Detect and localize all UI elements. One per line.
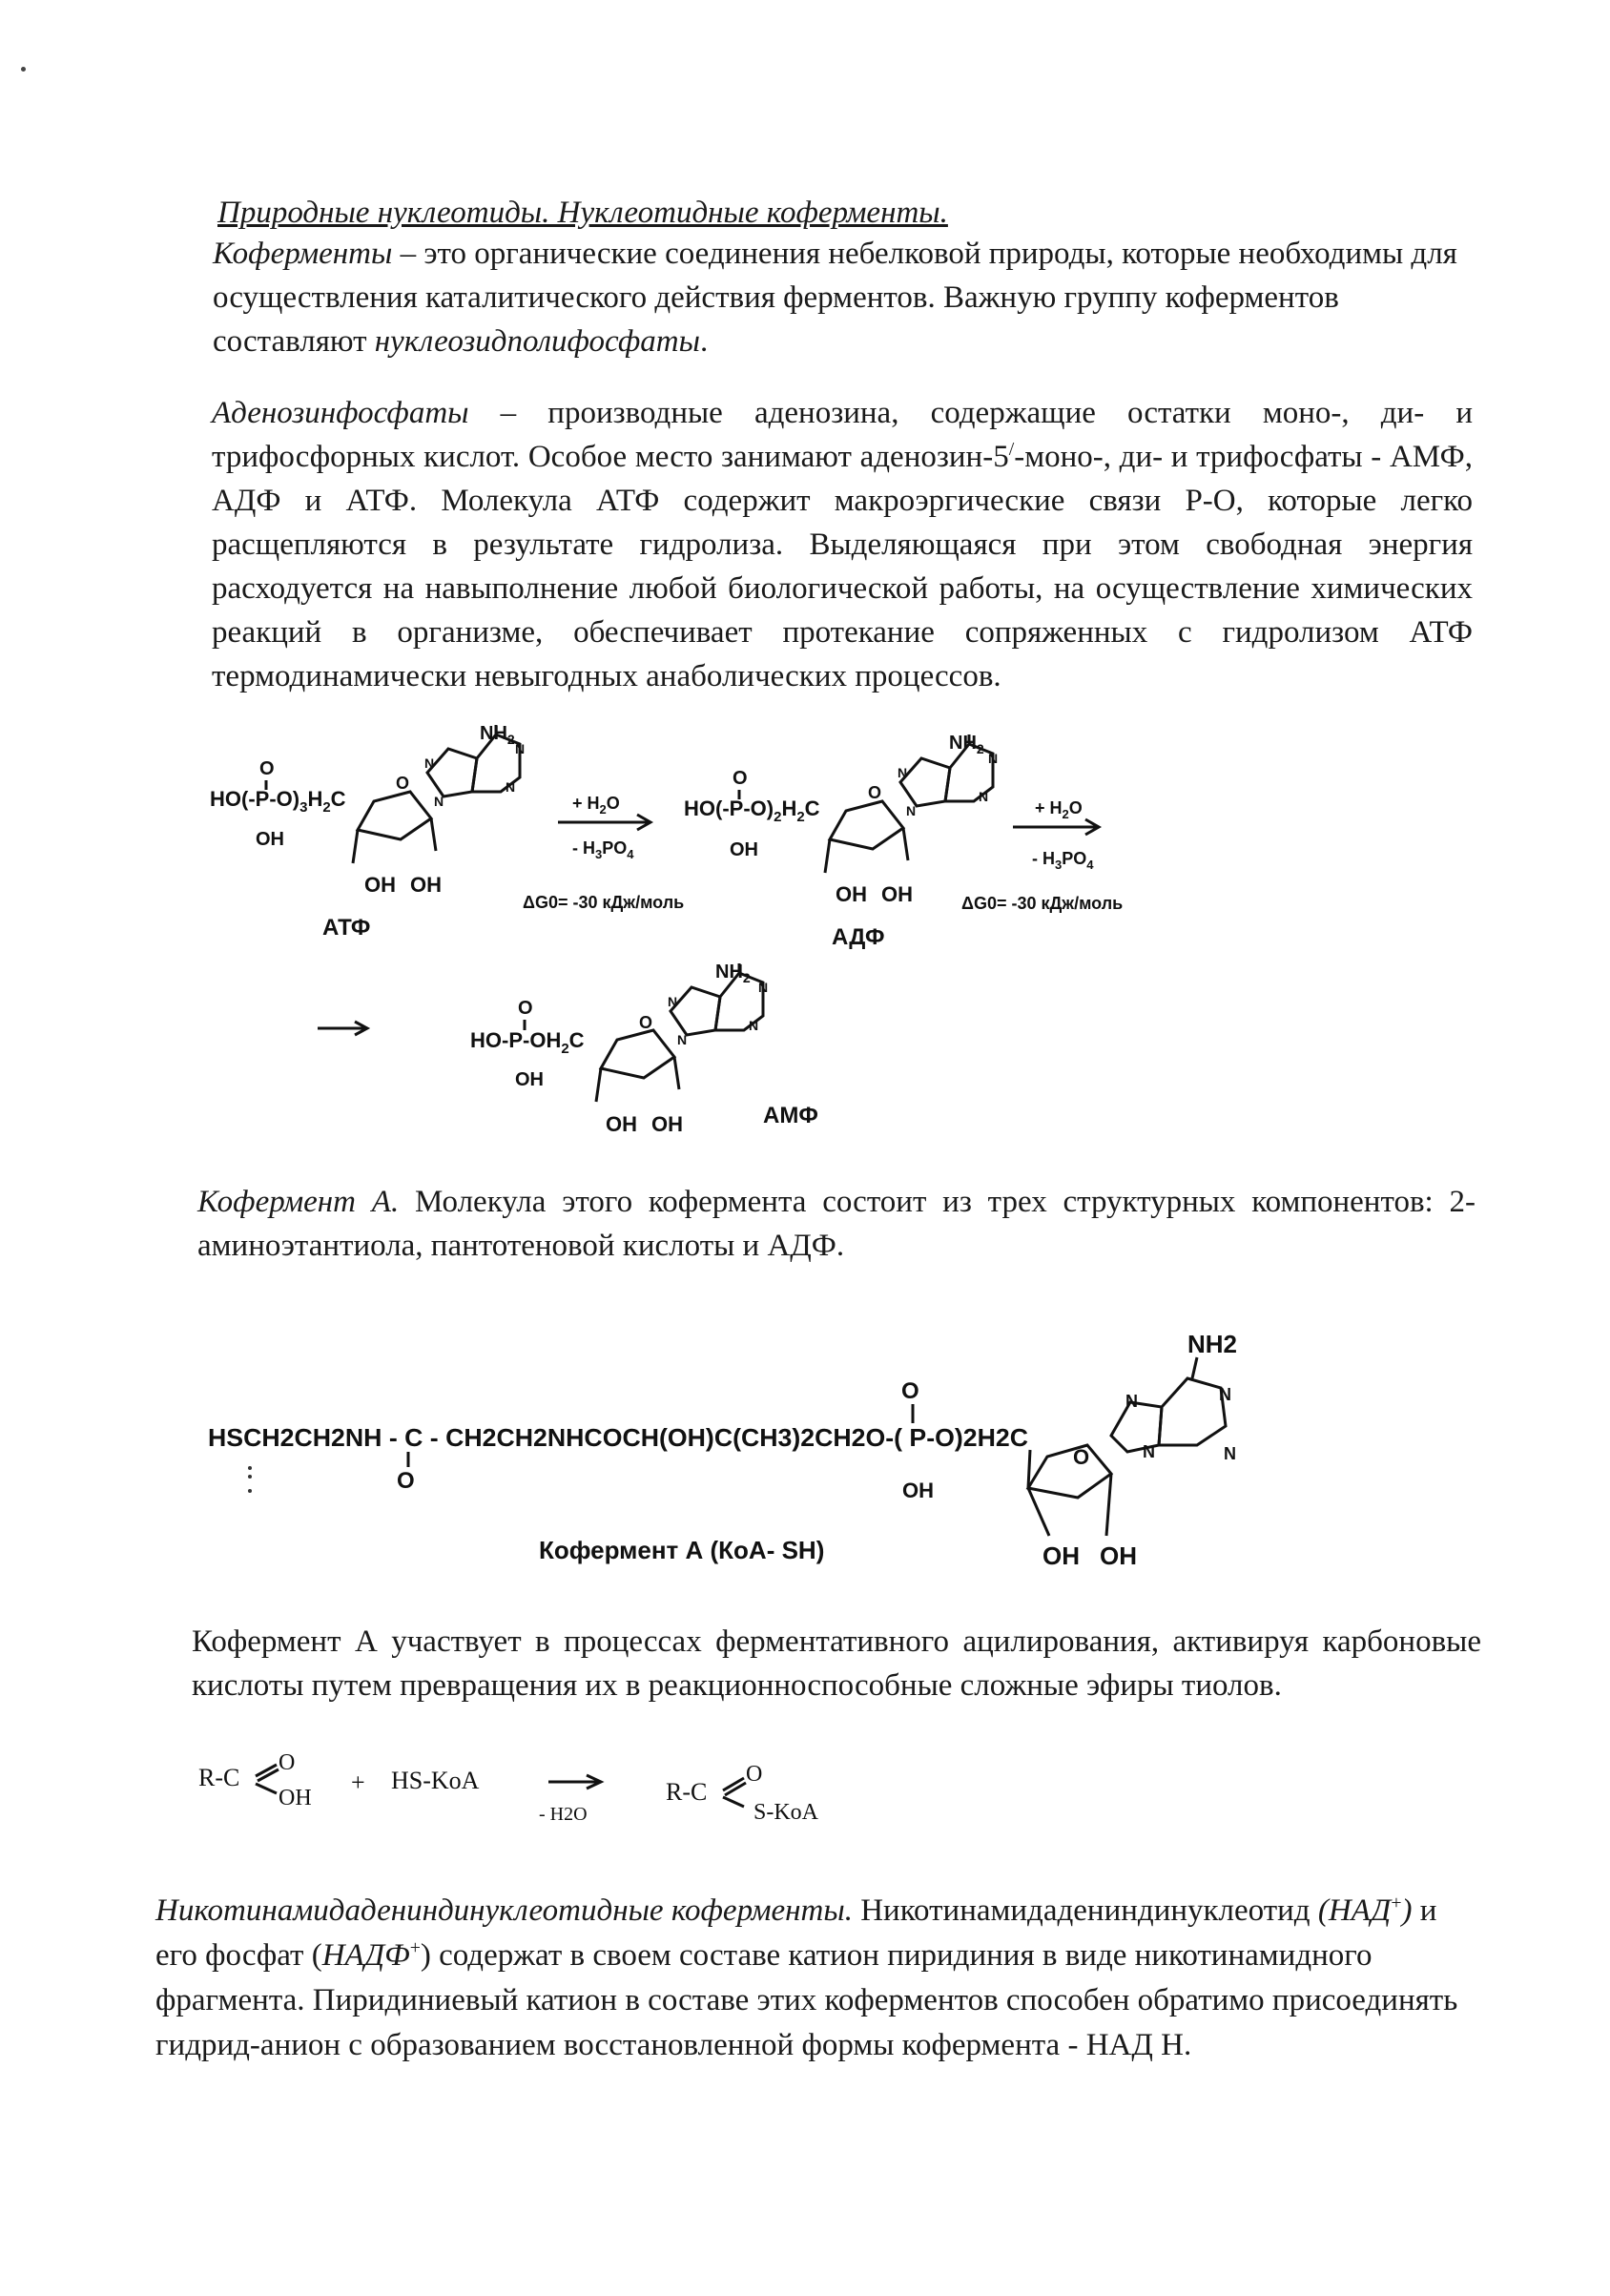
paragraph-coa-role: Кофермент А участвует в процессах ферментативного ацилирования, активируя карбоновые кислоты путем превращения их в реакционноспособные сложные эфиры тиолов. [192,1624,1481,1703]
paragraph-nad [155,1889,1481,2068]
coa-nh2: NH2 [1187,1330,1238,1358]
svg-text:OH: OH [1042,1541,1080,1570]
svg-text:OH: OH [279,1786,312,1810]
para5-text-c: ) содержат в своем составе катион пиридиния в виде никотинамидного фрагмента. Пиридиниевый катион в составе этих коферментов способен обратимо присоединять гидрид-анион с образованием восстановленной формы кофермента - НАД Н. [155,1938,1458,2062]
svg-text:N: N [1219,1385,1231,1404]
svg-text:N: N [506,779,516,795]
svg-text:N: N [1143,1442,1155,1461]
svg-text:OH: OH [606,1112,637,1136]
svg-text:O: O [397,1468,415,1494]
svg-text:N: N [515,741,526,756]
svg-text:N: N [749,1018,759,1033]
para2-text-a: – производные аденозина, содержащие остатки моно-, ди- и трифосфорных кислот. Особое место занимают аденозин-5 [212,396,1473,474]
para5-text-b: и его фосфат ( [155,1893,1437,1973]
svg-text:HS-KoA: HS-KoA [391,1767,480,1794]
svg-text:- H3PO4: - $H_3PO_4$ [572,838,634,861]
svg-text:R-C: R-C [666,1778,708,1806]
prime-mark: / [1008,439,1015,460]
adp-label: АДФ [832,924,885,950]
nad-abbrev: (НАД [1317,1893,1392,1928]
svg-text:+ H2O: + $H_2O$ [1035,798,1083,821]
atp-label: АТФ [322,915,371,941]
svg-text:N: N [758,980,769,995]
svg-text:O: O [639,1013,653,1032]
svg-text:OH: OH [1100,1541,1137,1570]
svg-text:OH: OH [902,1479,934,1502]
svg-text:N: N [906,803,917,818]
svg-text:O: O [279,1750,296,1775]
svg-text:N: N [434,794,444,809]
nadf-sup: + [409,1937,421,1958]
nadf-abbrev: НАДФ [321,1938,410,1973]
svg-text:OH: OH [836,882,867,906]
term-coenzyme-a: Кофермент А. [197,1185,400,1219]
para1-text: – это органические соединения небелковой природы, которые необходимы для осуществления каталитического действия ферментов. Важную группу коферментов составляют [213,237,1457,359]
svg-text:OH: OH [730,839,758,860]
svg-text:+ H2O: + $H_2O$ [572,794,620,817]
svg-text:N: N [1125,1392,1138,1411]
svg-text:O: O [396,774,410,793]
svg-text:O: O [518,998,533,1019]
page-heading: Природные нуклеотиды. Нуклеотидные коферменты. [217,196,948,230]
coa-caption: Кофермент А (КоА- SH) [539,1536,825,1564]
svg-text:N: N [668,994,678,1009]
svg-text:- H3PO4: - $H_3PO_4$ [1032,849,1094,872]
svg-text:OH: OH [881,882,913,906]
svg-text:O: O [259,758,275,779]
para1-end: . [699,324,709,359]
svg-text:NH2: $NH_2$ [715,962,751,985]
svg-text:NH2: $NH_2$ [949,733,984,756]
svg-text:HO-P-OH2C: $HO-P-OH_2C$ [470,1028,585,1057]
term-adenosine-phosphates: Аденозинфосфаты [212,396,469,430]
term-nad-coenzymes: Никотинамидадениндинуклеотидные коферменты. [155,1893,853,1928]
svg-text:N: N [1224,1444,1236,1463]
svg-text:N: N [898,765,908,780]
svg-text:O: O [746,1762,763,1787]
energy-1: ΔG0= -30 кДж/моль [523,893,685,912]
para5-text-a: Никотинамидадениндинуклеотид [852,1893,1318,1928]
svg-text:S-KoA: S-KoA [753,1800,819,1825]
para3-text: Молекула этого кофермента состоит из трех структурных компонентов: 2-аминоэтантиола, пантотеновой кислоты и АДФ. [197,1185,1476,1263]
svg-text:N: N [424,755,435,771]
coa-chain: HSCH2CH2NH - C - CH2CH2NHCOCH(OH)C(CH3)2CH2O-( P-O)2H2C [208,1423,1029,1452]
svg-text:OH: OH [410,873,442,897]
svg-text:R-C: R-C [198,1764,240,1791]
svg-text:OH: OH [364,873,396,897]
amp-label: АМФ [763,1103,818,1128]
svg-text:OH: OH [651,1112,683,1136]
svg-text:- H2O: - H2O [539,1804,588,1825]
nad-sup: + [1391,1893,1402,1913]
svg-text:O: O [901,1378,919,1404]
para2-text-b: -моно-, ди- и трифосфаты - АМФ, АДФ и АТФ. Молекула АТФ содержит макроэргические связи Р-О, которые легко расщепляются в результате гидролиза. Выделяющаяся при этом свободная энергия расходуется на навыполнение любой биологической работы, на осуществление химических реакций в организме, обеспечивает протекание сопряженных с гидролизом АТФ термодинамически невыгодных анаболических процессов. [212,440,1473,693]
svg-text:O: O [733,768,748,789]
svg-text:NH2: $NH_2$ [480,723,515,747]
svg-text:N: N [677,1032,688,1047]
svg-text:N: N [988,751,999,766]
term-nucleoside-polyphosphates: нуклеозидполифосфаты [374,324,700,359]
svg-text:N: N [979,789,989,804]
svg-text:O: O [1073,1445,1090,1469]
svg-text:OH: OH [515,1069,544,1090]
svg-text:HO(-P-O)3H2C: $HO(-P-O)_3H_2C$ [210,787,346,816]
term-coenzymes: Коферменты [213,237,393,271]
nad-close: ) [1401,1893,1413,1928]
svg-text:OH: OH [256,829,284,850]
svg-text:O: O [868,783,882,802]
svg-text:HO(-P-O)2H2C: $HO(-P-O)_2H_2C$ [684,796,820,825]
energy-2: ΔG0= -30 кДж/моль [961,894,1124,913]
svg-text:+: + [351,1769,365,1796]
